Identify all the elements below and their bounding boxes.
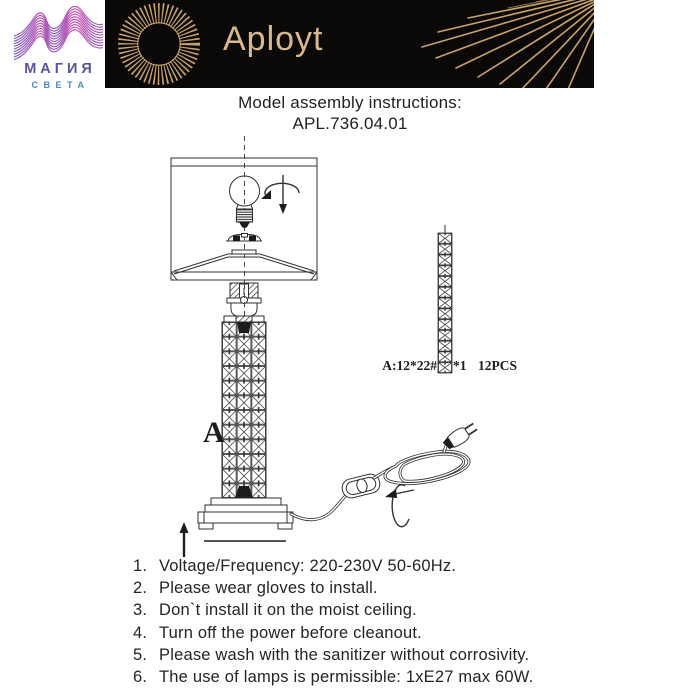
item-number: 6.: [133, 668, 148, 687]
up-arrow-icon: [180, 522, 189, 557]
brand-name: Aployt: [223, 20, 324, 58]
item-text: The use of lamps is permissible: 1xE27 max 60W.: [159, 668, 534, 687]
item-number: 4.: [133, 623, 148, 642]
store-name-line2: СВЕТА: [31, 80, 90, 90]
list-item: [133, 555, 593, 577]
list-item: [133, 644, 593, 666]
instruction-list: [133, 555, 593, 688]
item-text: Please wash with the sanitizer without corrosivity.: [159, 645, 530, 664]
list-item: [133, 622, 593, 644]
item-text: Don`t install it on the moist ceiling.: [159, 601, 417, 620]
item-number: 3.: [133, 601, 148, 620]
spare-part-quantity: 12PCS: [478, 358, 518, 373]
cord-coil: [374, 443, 469, 484]
part-label: A: [203, 416, 225, 449]
spare-crystal-strand: [438, 225, 452, 373]
crystal-column: [222, 322, 266, 498]
store-name-line1: МАГИЯ: [24, 61, 96, 77]
rotate-arrow-icon: [261, 175, 299, 214]
item-text: Voltage/Frequency: 220-230V 50-60Hz.: [159, 557, 457, 575]
rotate-arrow-vertical-icon: [385, 485, 414, 527]
item-text: Please wear gloves to install.: [159, 579, 378, 598]
spare-part-multiplier: *1: [453, 358, 467, 373]
item-number: 5.: [133, 645, 148, 664]
power-cord: [291, 492, 350, 520]
title-line1: Model assembly instructions:: [238, 93, 462, 112]
model-code: APL.736.04.01: [292, 114, 408, 133]
spare-part-code: A:12*22#: [382, 358, 437, 373]
item-number: 2.: [133, 579, 148, 598]
list-item: [133, 599, 593, 621]
list-item: [133, 666, 593, 688]
list-item: [133, 577, 593, 599]
item-number: 1.: [133, 557, 148, 575]
lamp-base: [198, 498, 293, 529]
item-text: Turn off the power before cleanout.: [159, 623, 422, 642]
lamp-socket: [224, 283, 264, 322]
